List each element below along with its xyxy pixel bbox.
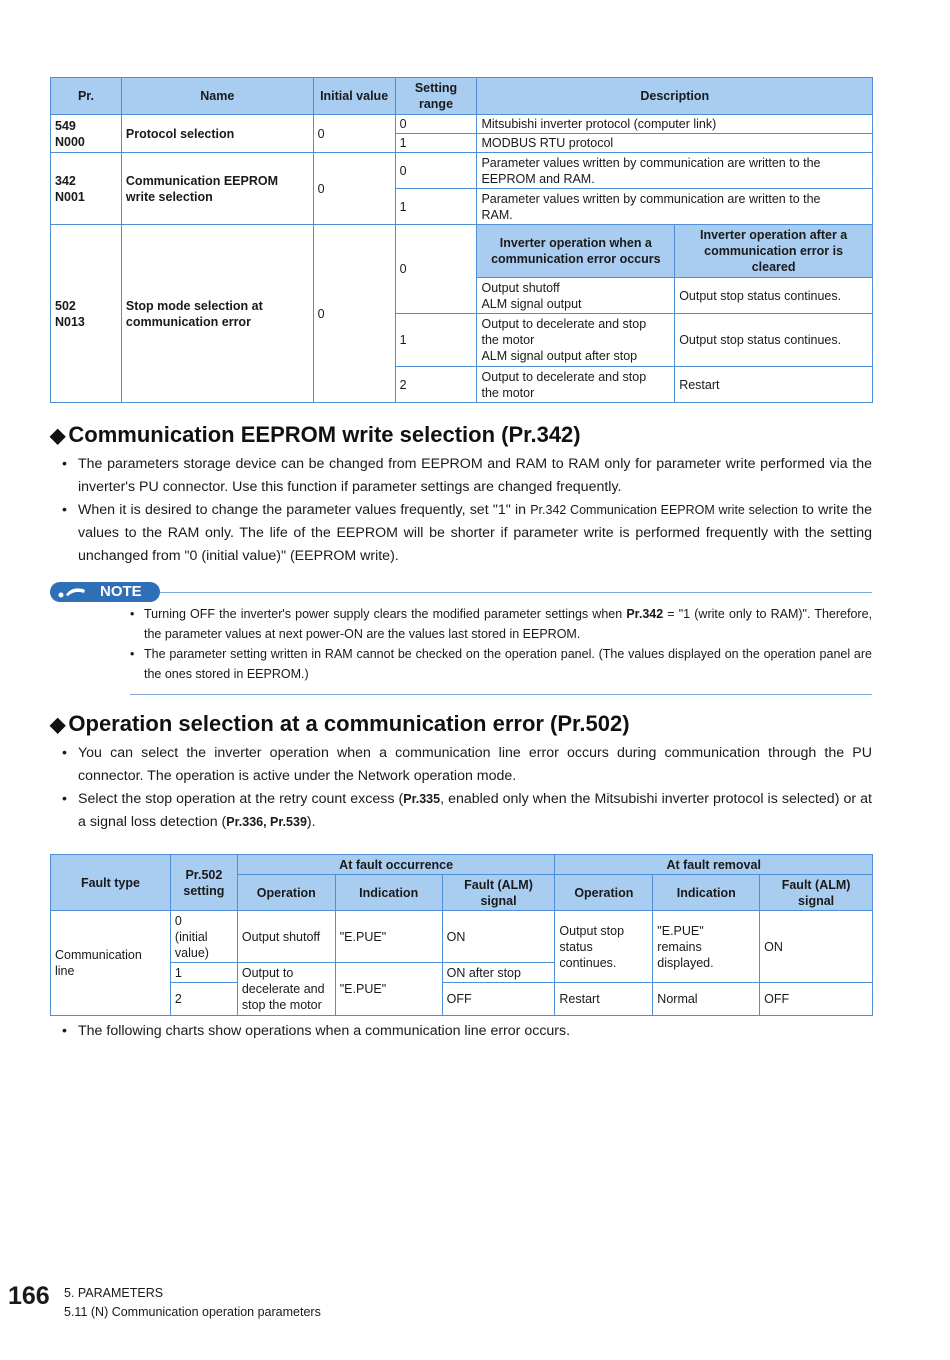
setting-value: 2 [395,367,477,403]
alm-cell: ON after stop [442,963,555,983]
header-setting-range: Setting range [395,78,477,115]
desc-line: Parameter values written by communication are written to the [481,191,821,206]
cell-line: stop the motor [241,998,322,1012]
header-at-fault-occurrence: At fault occurrence [237,855,555,875]
bullet-text: When it is desired to change the parameter values frequently, set "1" in [78,502,531,518]
setting-description: MODBUS RTU protocol [477,134,873,153]
initial-value: 0 [313,153,395,225]
pr-code: N000 [55,134,85,149]
header-alm-signal [442,875,555,911]
setting-value: 1 [395,314,477,367]
cell-line: Output to [241,966,294,980]
subheader-error-cleared [675,225,873,278]
header-line: Fault (ALM) [781,877,851,892]
header-line: Pr.502 [185,867,223,882]
initial-value: 0 [313,115,395,153]
setting-description [477,189,873,225]
removal-indication-cell [653,911,760,983]
header-line: setting [183,883,225,898]
pr-code: N001 [55,189,85,204]
occurs-line: Output to decelerate and stop [481,317,647,331]
param-reference: Pr.336, Pr.539 [226,815,307,829]
fault-type-line: line [55,964,75,978]
occurs-line: the motor [481,333,535,347]
param-name: Protocol selection [121,115,313,153]
pr-number: 502 [55,298,76,313]
cell-line: remains [657,939,702,954]
bullet-item: • The parameters storage device can be changed from EEPROM and RAM to RAM only for parameter write performed via the inverter's PU connector. Use this function if parameter settings are changed frequently. [62,453,872,499]
note-label: NOTE [100,583,142,600]
section-title: Operation selection at a communication error (Pr.502) [68,711,630,736]
param-reference: Pr.342 [626,607,664,621]
operation-cell [237,963,335,1016]
pr-number: 342 [55,173,76,188]
subheader-line: Inverter operation when a [499,236,652,250]
setting-description [477,153,873,189]
removal-indication-cell: Normal [653,983,760,1016]
occurs-line: Output to decelerate and stop [481,369,647,384]
header-fault-type: Fault type [51,855,171,911]
header-indication: Indication [653,875,760,911]
header-line: signal [480,893,517,908]
header-line: signal [798,893,835,908]
header-operation: Operation [237,875,335,911]
alm-cell: OFF [442,983,555,1016]
removal-operation-cell: Restart [555,983,653,1016]
setting-value: 1 [395,134,477,153]
bullet-item: • The following charts show operations when a communication line error occurs. [62,1020,872,1043]
footer-section: 5.11 (N) Communication operation parameters [64,1305,321,1319]
param-reference: Pr.335 [403,792,441,806]
desc-line: EEPROM and RAM. [481,171,595,186]
setting-cell [170,911,237,963]
fault-type-cell [51,911,171,1016]
pr-code: N013 [55,314,85,329]
param-name-line: Stop mode selection at [125,298,263,313]
setting-cell: 1 [170,963,237,983]
operation-occurs [477,314,675,367]
operation-cleared: Output stop status continues. [675,314,873,367]
pencil-icon [58,586,86,598]
header-description: Description [477,78,873,115]
note-text: = "1 (write only to RAM)". Therefore, the parameter values at next power-ON are the values last stored in EEPROM. [144,607,873,641]
subheader-line: communication error occurs [491,252,661,266]
cell-line: "E.PUE" [657,923,704,938]
fault-table [50,854,873,1016]
note-item [130,604,872,644]
footer-chapter: 5. PARAMETERS [64,1286,164,1300]
occurs-line: ALM signal output after stop [481,349,638,363]
pr-cell [51,225,122,403]
param-name-line: Communication EEPROM [125,173,278,188]
pr-cell [51,153,122,225]
page-number: 166 [8,1282,50,1310]
cell-line: continues. [559,955,617,970]
pr-number: 549 [55,118,76,133]
note-text: Turning OFF the inverter's power supply clears the modified parameter settings when [144,607,627,621]
header-alm-signal [760,875,873,911]
cell-line: Output stop [559,923,625,938]
bullet-text: Select the stop operation at the retry count excess ( [78,791,404,807]
indication-cell: "E.PUE" [335,963,442,1016]
occurs-line: ALM signal output [481,296,582,311]
bullet-text: ). [306,814,316,830]
param-name [121,225,313,403]
cell-line: decelerate and [241,982,325,996]
setting-value: 0 [395,115,477,134]
header-pr: Pr. [51,78,122,115]
setting-line: 0 [174,913,182,928]
param-name [121,153,313,225]
section-heading-eeprom [50,422,581,448]
indication-cell: "E.PUE" [335,911,442,963]
pr-cell [51,115,122,153]
section-title: Communication EEPROM write selection (Pr.342) [68,422,581,447]
operation-cell: Output shutoff [237,911,335,963]
parameter-table [50,77,873,403]
occurs-line: the motor [481,385,535,400]
note-item: • The parameter setting written in RAM cannot be checked on the operation panel. (The values displayed on the operation panel are the ones stored in EEPROM.) [130,644,872,684]
note-divider [160,592,872,593]
param-reference: Pr.342 Communication EEPROM write selection [530,503,798,517]
diamond-icon: ◆ [50,425,66,447]
bullet-item [62,788,872,834]
subheader-line: Inverter operation after a [699,228,848,242]
header-at-fault-removal: At fault removal [555,855,873,875]
operation-cleared: Output stop status continues. [675,278,873,314]
param-name-line: write selection [125,189,213,204]
after-table-bullets [62,1020,872,1043]
note-body [130,604,872,684]
header-initial-value: Initial value [313,78,395,115]
setting-value: 0 [395,225,477,314]
alm-cell: ON [442,911,555,963]
section1-bullets [62,453,872,568]
header-operation: Operation [555,875,653,911]
setting-line: value) [174,945,209,960]
setting-line: (initial [174,929,208,944]
bullet-text: to write the values to the RAM only. The life of the EEPROM will be shorter if parameter write is performed frequently with the setting unchanged from "0 (initial value)" (EEPROM write). [78,502,872,564]
subheader-line: cleared [751,260,796,274]
subheader-line: communication error is [704,244,844,258]
bullet-text: , enabled only when the Mitsubishi inverter protocol is selected) or at a signal loss detection ( [78,791,872,830]
operation-occurs [477,278,675,314]
note-badge [50,582,160,602]
bullet-item [62,499,872,568]
header-line: Fault (ALM) [464,877,533,892]
desc-line: Parameter values written by communication are written to the [481,155,821,170]
removal-alm-cell: ON [760,911,873,983]
header-name: Name [121,78,313,115]
subheader-error-occurs [477,225,675,278]
fault-type-line: Communication [55,948,142,962]
initial-value: 0 [313,225,395,403]
section-heading-comm-error [50,711,630,737]
removal-operation-cell [555,911,653,983]
param-name-line: communication error [125,314,251,329]
desc-line: RAM. [481,207,513,222]
header-pr502-setting [170,855,237,911]
setting-value: 1 [395,189,477,225]
section2-bullets [62,742,872,834]
removal-alm-cell: OFF [760,983,873,1016]
cell-line: displayed. [657,955,714,970]
setting-cell: 2 [170,983,237,1016]
setting-description: Mitsubishi inverter protocol (computer link) [477,115,873,134]
operation-occurs [477,367,675,403]
operation-cleared: Restart [675,367,873,403]
setting-value: 0 [395,153,477,189]
header-indication: Indication [335,875,442,911]
bullet-item: • You can select the inverter operation when a communication line error occurs during communication through the PU connector. The operation is active under the Network operation mode. [62,742,872,788]
diamond-icon: ◆ [50,714,66,736]
cell-line: status [559,939,593,954]
note-end-divider [130,694,872,695]
occurs-line: Output shutoff [481,280,560,295]
